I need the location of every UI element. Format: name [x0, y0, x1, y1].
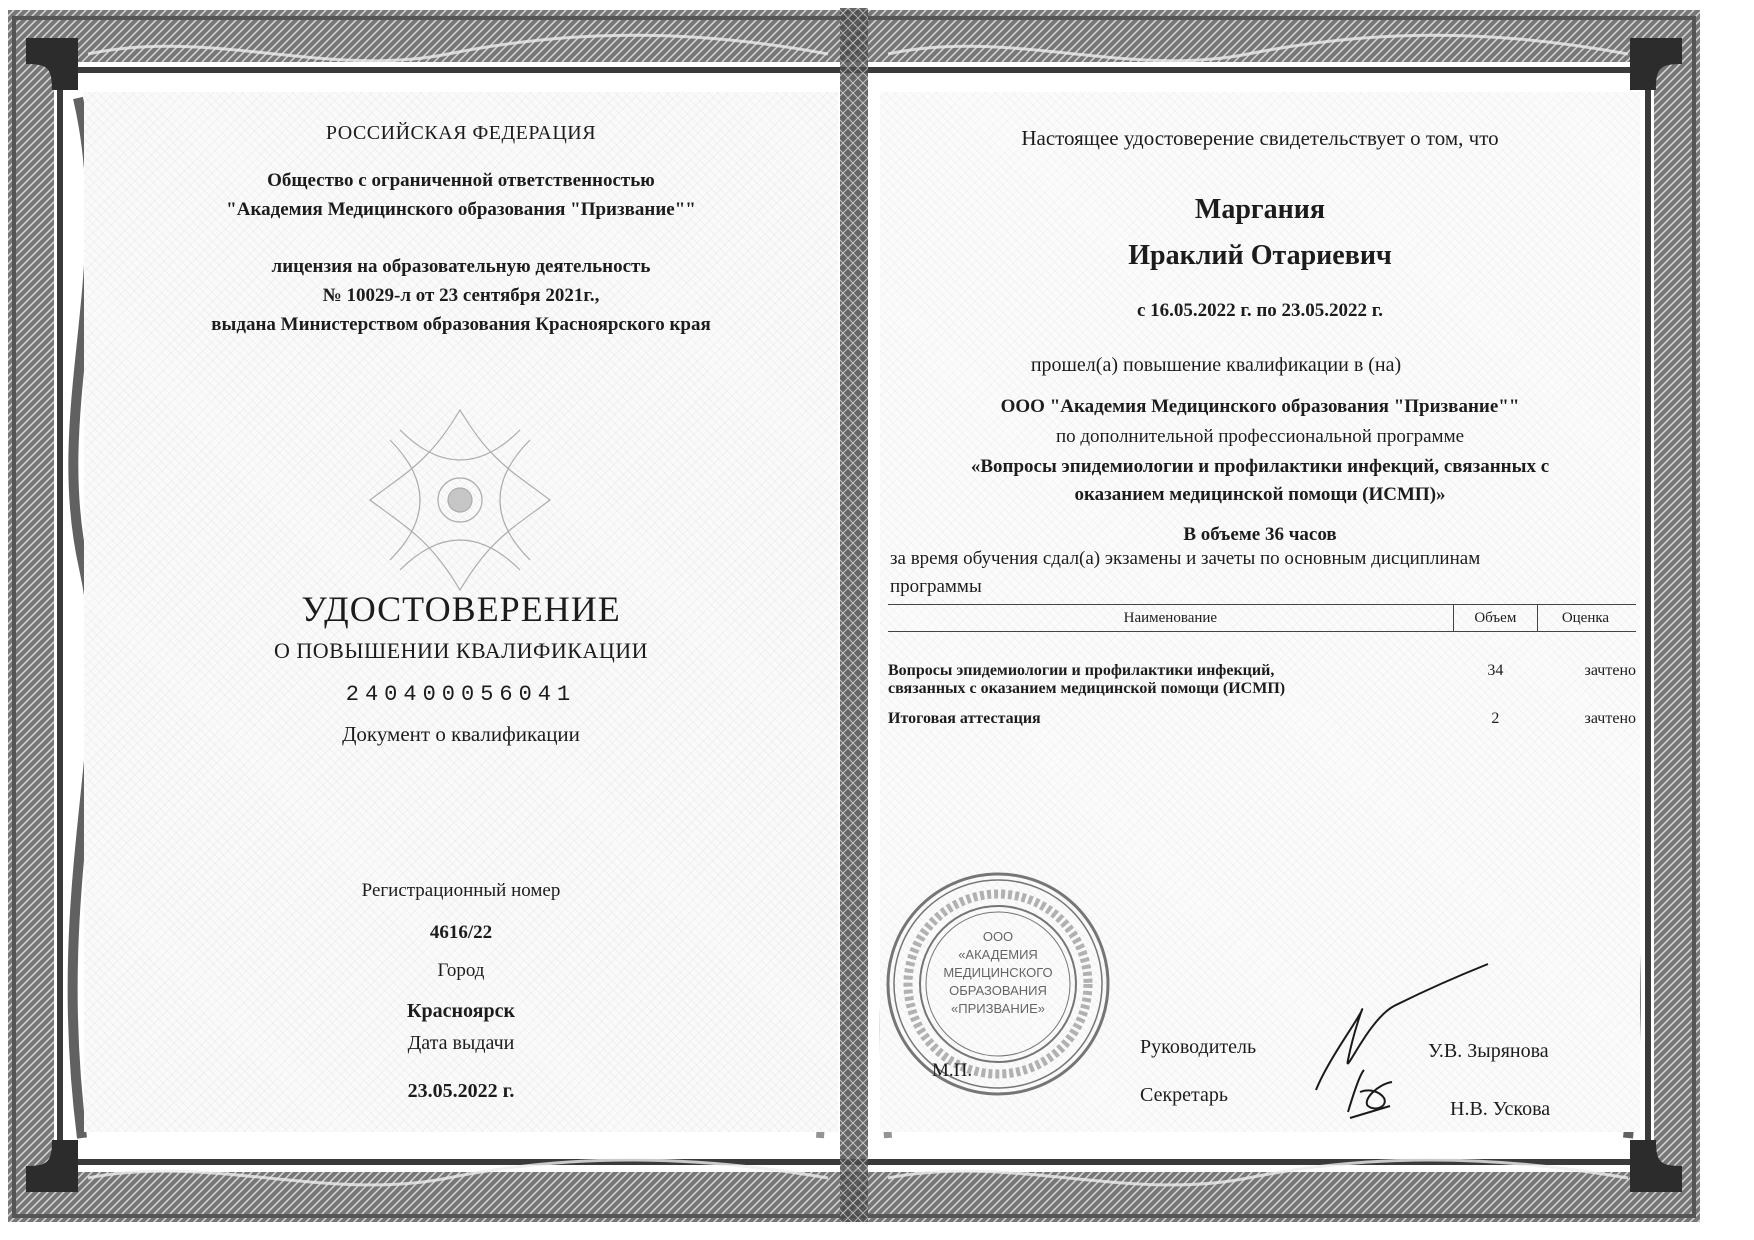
passed-statement: прошел(а) повышение квалификации в (на)	[1030, 354, 1402, 376]
subject-grade: зачтено	[1584, 709, 1636, 727]
seal-line: ОБРАЗОВАНИЯ	[949, 983, 1047, 998]
city-value: Красноярск	[407, 1000, 515, 1022]
document-number: 240400056041	[345, 682, 577, 707]
license-line-2: № 10029-л от 23 сентября 2021г.,	[322, 285, 600, 306]
training-org: ООО "Академия Медицинского образования "Призвание""	[1000, 396, 1520, 417]
subject-name-line-2: связанных с оказанием медицинской помощи (ИСМП)	[888, 679, 1286, 697]
grades-header-row	[888, 605, 1636, 632]
holder-given-names: Ираклий Отариевич	[1128, 240, 1392, 271]
license-line-3: выдана Министерством образования Красноярского края	[211, 314, 711, 335]
registration-label: Регистрационный номер	[361, 880, 561, 901]
exams-statement-line-1: за время обучения сдал(а) экзамены и зачеты по основным дисциплинам	[890, 548, 1481, 569]
table-row	[888, 662, 1636, 698]
grades-table	[888, 604, 1636, 728]
document-kind: Документ о квалификации	[342, 722, 580, 746]
country-heading: РОССИЙСКАЯ ФЕДЕРАЦИЯ	[325, 122, 597, 144]
column-header-volume: Объем	[1453, 605, 1537, 632]
column-header-grade: Оценка	[1537, 605, 1636, 632]
subject-name-line-1: Итоговая аттестация	[888, 709, 1041, 727]
issue-date-label: Дата выдачи	[407, 1032, 515, 1054]
seal-line: МЕДИЦИНСКОГО	[943, 965, 1053, 980]
column-header-name: Наименование	[888, 605, 1453, 632]
program-volume: В объеме 36 часов	[1183, 524, 1337, 545]
subject-volume: 2	[1491, 709, 1500, 727]
seal-line: «ПРИЗВАНИЕ»	[951, 1001, 1045, 1016]
holder-surname: Маргания	[1194, 194, 1326, 225]
training-period: с 16.05.2022 г. по 23.05.2022 г.	[1136, 300, 1384, 321]
certification-intro: Настоящее удостоверение свидетельствует о том, что	[1021, 126, 1499, 150]
program-title-line-1: «Вопросы эпидемиологии и профилактики инфекций, связанных с	[970, 456, 1550, 477]
document-subtitle: О ПОВЫШЕНИИ КВАЛИФИКАЦИИ	[274, 638, 648, 663]
exams-statement-line-2: программы	[890, 576, 982, 597]
subject-grade: зачтено	[1584, 661, 1636, 679]
seal-place-label: М.П.	[932, 1060, 973, 1081]
issuer-org-line-1: Общество с ограниченной ответственностью	[267, 170, 655, 191]
seal-line: «АКАДЕМИЯ	[958, 947, 1038, 962]
city-label: Город	[437, 960, 485, 981]
secretary-name: Н.В. Ускова	[1450, 1098, 1551, 1120]
program-title-line-2: оказанием медицинской помощи (ИСМП)»	[1074, 484, 1446, 505]
registration-number: 4616/22	[429, 922, 493, 943]
subject-volume: 34	[1487, 661, 1504, 679]
seal-text	[918, 928, 1078, 1018]
program-intro: по дополнительной профессиональной программе	[1055, 426, 1465, 447]
secretary-role: Секретарь	[1140, 1084, 1229, 1106]
director-name: У.В. Зырянова	[1428, 1040, 1549, 1062]
rosette-emblem	[360, 400, 560, 600]
issuer-org-line-2: "Академия Медицинского образования "Призвание""	[226, 199, 696, 220]
seal-line: ООО	[982, 929, 1014, 944]
document-title: УДОСТОВЕРЕНИЕ	[301, 589, 621, 629]
table-row	[888, 710, 1636, 728]
secretary-signature	[1340, 1062, 1400, 1122]
subject-name-line-1: Вопросы эпидемиологии и профилактики инфекций,	[888, 661, 1275, 679]
director-role: Руководитель	[1140, 1036, 1257, 1058]
license-line-1: лицензия на образовательную деятельность	[271, 256, 651, 277]
issue-date-value: 23.05.2022 г.	[407, 1080, 515, 1102]
